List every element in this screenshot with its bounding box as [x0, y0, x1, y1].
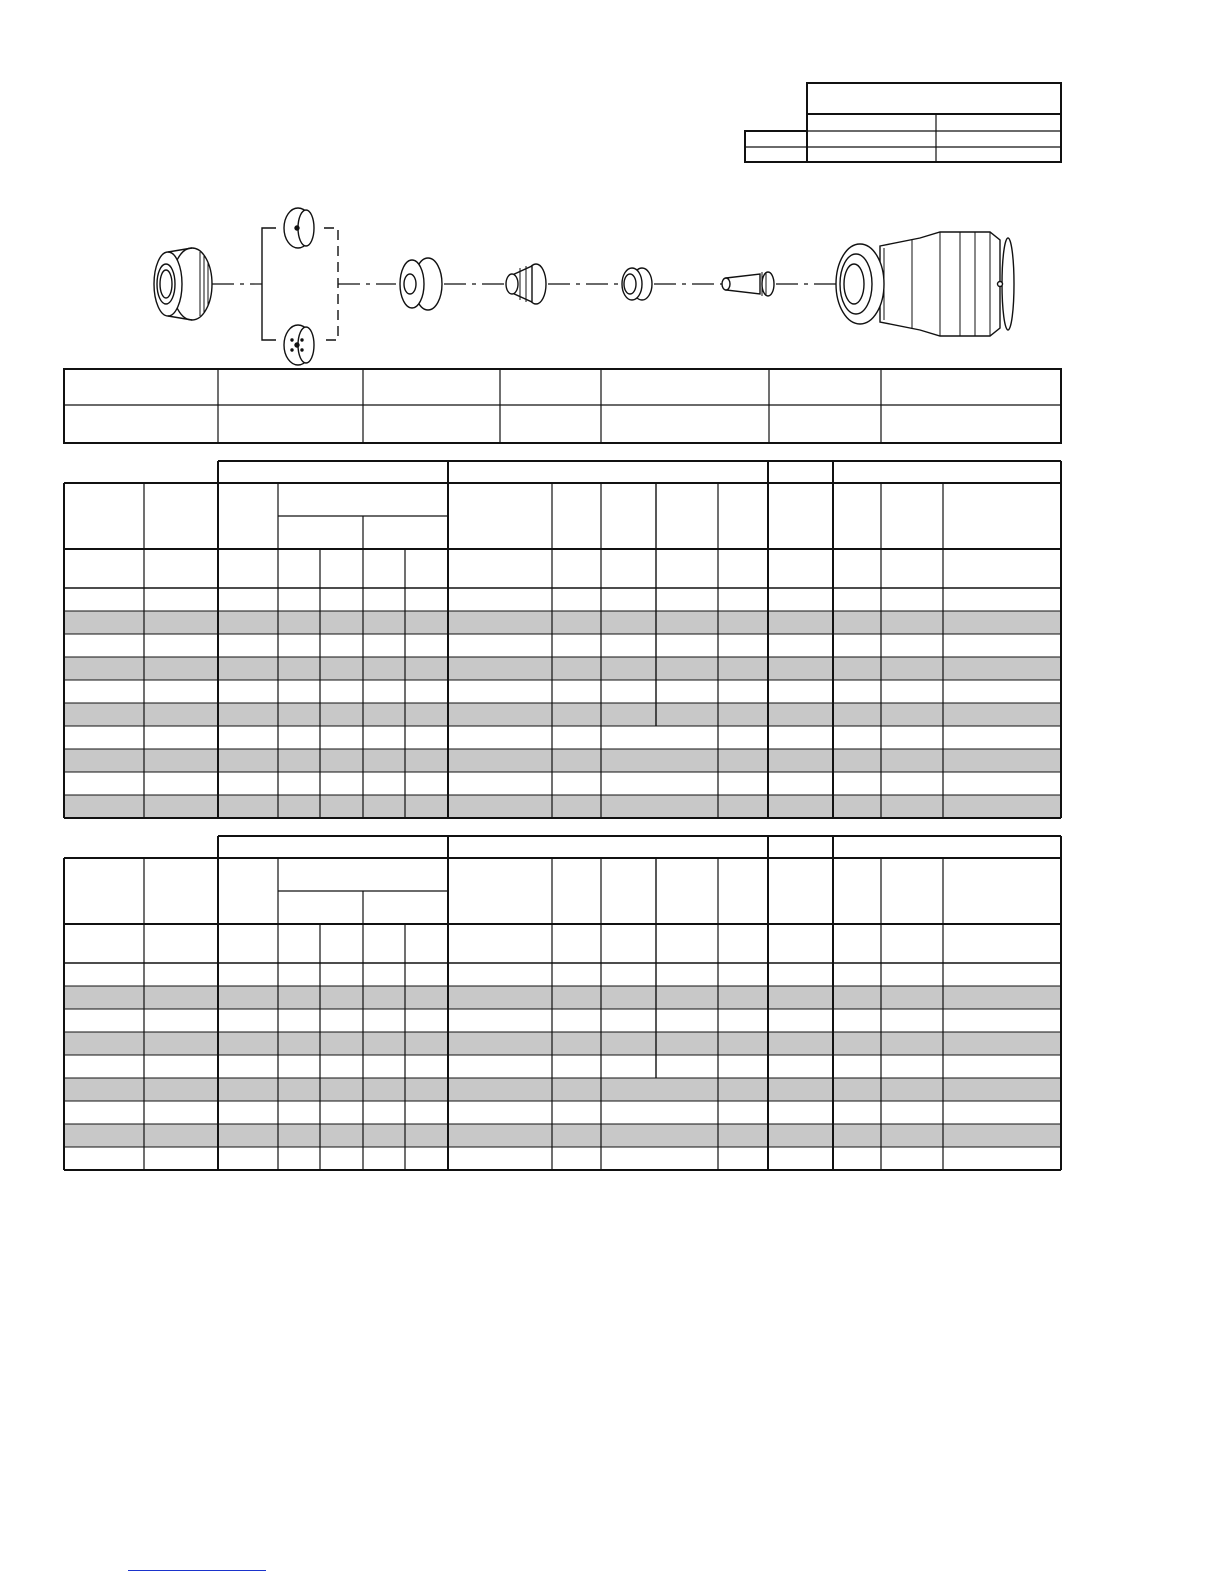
shaded-row — [64, 657, 1061, 680]
shaded-row — [64, 795, 1061, 818]
shaded-row — [64, 611, 1061, 634]
retaining-cap-icon — [400, 258, 442, 310]
cut-chart-table-1 — [64, 461, 1061, 818]
shaded-row — [64, 1032, 1061, 1055]
shaded-row — [64, 749, 1061, 772]
part-numbers-table — [64, 369, 1061, 443]
shield-cap-icon — [154, 248, 212, 320]
nozzle-icon — [506, 264, 546, 304]
shaded-row — [64, 986, 1061, 1009]
header-table — [745, 83, 1061, 162]
swirl-ring-icon — [622, 268, 652, 300]
torch-body-icon — [836, 232, 1014, 336]
electrode-icon — [722, 272, 774, 296]
exploded-parts-diagram — [154, 208, 1014, 365]
shield-deflector-icon — [284, 208, 314, 248]
footer-link[interactable] — [128, 1556, 266, 1571]
nozzle-retaining-cap-icon — [284, 325, 314, 365]
shaded-row — [64, 703, 1061, 726]
shaded-row — [64, 1124, 1061, 1147]
cut-chart-table-2 — [64, 836, 1061, 1170]
shaded-row — [64, 1078, 1061, 1101]
